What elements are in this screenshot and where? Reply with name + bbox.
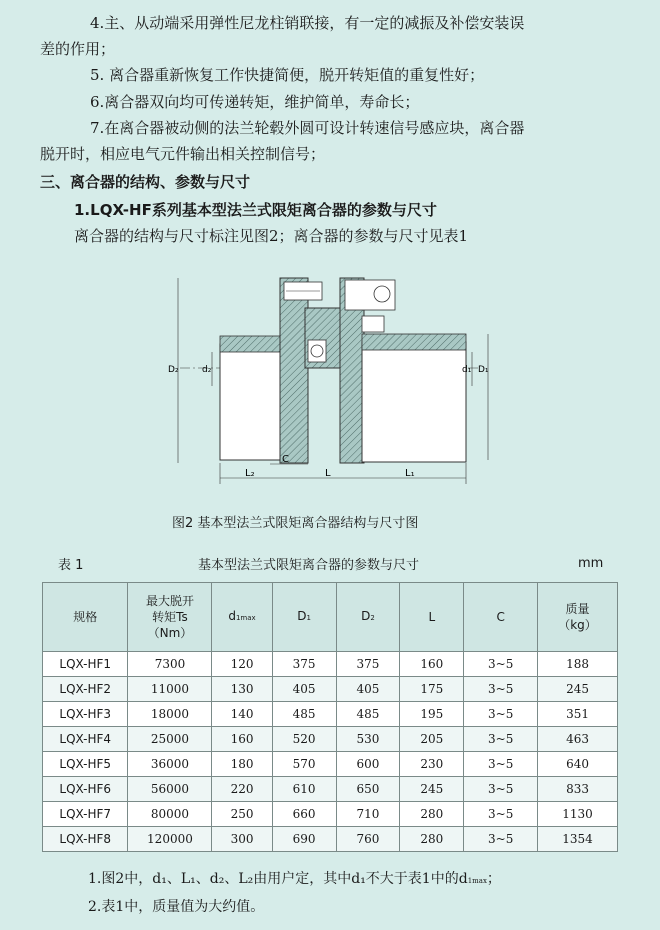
cell-mass: 1130 bbox=[538, 802, 618, 827]
dim-label-L2: L₂ bbox=[245, 468, 255, 479]
cell-torque: 18000 bbox=[128, 702, 212, 727]
clutch-structure-drawing bbox=[150, 268, 510, 503]
cell-D1: 690 bbox=[272, 827, 336, 852]
cell-L: 280 bbox=[400, 802, 464, 827]
cell-torque: 7300 bbox=[128, 652, 212, 677]
section-heading: 三、离合器的结构、参数与尺寸 bbox=[40, 173, 251, 191]
cell-torque: 80000 bbox=[128, 802, 212, 827]
paragraph-item5: 5. 离合器重新恢复工作快捷简便，脱开转矩值的重复性好； bbox=[90, 66, 485, 84]
cell-model: LQX-HF6 bbox=[43, 777, 128, 802]
header-L: L bbox=[400, 583, 464, 652]
cell-C: 3~5 bbox=[464, 777, 538, 802]
cell-torque: 56000 bbox=[128, 777, 212, 802]
intro-text: 离合器的结构与尺寸标注见图2；离合器的参数与尺寸见表1 bbox=[74, 227, 469, 245]
dim-label-d1: d₁ bbox=[462, 365, 472, 375]
cell-C: 3~5 bbox=[464, 752, 538, 777]
cell-C: 3~5 bbox=[464, 702, 538, 727]
dim-label-L: L bbox=[325, 468, 331, 479]
cell-D1: 570 bbox=[272, 752, 336, 777]
cell-D2: 760 bbox=[336, 827, 400, 852]
cell-L: 230 bbox=[400, 752, 464, 777]
paragraph-item6: 6.离合器双向均可传递转矩，维护简单，寿命长； bbox=[90, 93, 420, 111]
note-2: 2.表1中，质量值为大约值。 bbox=[88, 899, 265, 915]
cell-L: 280 bbox=[400, 827, 464, 852]
cell-D1: 485 bbox=[272, 702, 336, 727]
cell-mass: 833 bbox=[538, 777, 618, 802]
table-row bbox=[43, 727, 618, 752]
header-D1: D1 bbox=[272, 583, 336, 652]
cell-mass: 245 bbox=[538, 677, 618, 702]
cell-model: LQX-HF3 bbox=[43, 702, 128, 727]
cell-d1max: 180 bbox=[212, 752, 272, 777]
table-row bbox=[43, 702, 618, 727]
header-mass: 质量 （kg） bbox=[538, 583, 618, 652]
cell-D1: 660 bbox=[272, 802, 336, 827]
cell-L: 205 bbox=[400, 727, 464, 752]
cell-L: 175 bbox=[400, 677, 464, 702]
cell-D2: 530 bbox=[336, 727, 400, 752]
dim-label-d2: d₂ bbox=[202, 365, 212, 375]
header-torque: 最大脱开 转矩Ts （Nm） bbox=[128, 583, 212, 652]
cell-C: 3~5 bbox=[464, 727, 538, 752]
cell-D2: 710 bbox=[336, 802, 400, 827]
cell-model: LQX-HF7 bbox=[43, 802, 128, 827]
table-row bbox=[43, 677, 618, 702]
cell-D2: 375 bbox=[336, 652, 400, 677]
header-d1max: d1max bbox=[212, 583, 272, 652]
dim-label-L1: L₁ bbox=[405, 468, 415, 479]
cell-model: LQX-HF4 bbox=[43, 727, 128, 752]
cell-D2: 485 bbox=[336, 702, 400, 727]
cell-mass: 640 bbox=[538, 752, 618, 777]
cell-D1: 375 bbox=[272, 652, 336, 677]
cell-mass: 351 bbox=[538, 702, 618, 727]
cell-D1: 405 bbox=[272, 677, 336, 702]
cell-D2: 650 bbox=[336, 777, 400, 802]
cell-d1max: 160 bbox=[212, 727, 272, 752]
cell-D1: 520 bbox=[272, 727, 336, 752]
table-row bbox=[43, 777, 618, 802]
cell-mass: 1354 bbox=[538, 827, 618, 852]
cell-L: 160 bbox=[400, 652, 464, 677]
table-label: 表 1 bbox=[58, 558, 84, 573]
cell-model: LQX-HF1 bbox=[43, 652, 128, 677]
table-row bbox=[43, 652, 618, 677]
cell-C: 3~5 bbox=[464, 827, 538, 852]
paragraph-item7-line1: 7.在离合器被动侧的法兰轮毂外圆可设计转速信号感应块，离合器 bbox=[90, 119, 525, 137]
cell-D2: 405 bbox=[336, 677, 400, 702]
cell-torque: 11000 bbox=[128, 677, 212, 702]
header-C: C bbox=[464, 583, 538, 652]
cell-model: LQX-HF8 bbox=[43, 827, 128, 852]
cell-model: LQX-HF5 bbox=[43, 752, 128, 777]
table-title: 基本型法兰式限矩离合器的参数与尺寸 bbox=[198, 558, 420, 573]
cell-torque: 120000 bbox=[128, 827, 212, 852]
cell-C: 3~5 bbox=[464, 802, 538, 827]
cell-D1: 610 bbox=[272, 777, 336, 802]
header-model: 规格 bbox=[43, 583, 128, 652]
header-D2: D2 bbox=[336, 583, 400, 652]
subsection-heading: 1.LQX-HF系列基本型法兰式限矩离合器的参数与尺寸 bbox=[74, 201, 437, 219]
dim-label-D2: D₂ bbox=[168, 365, 179, 375]
cell-mass: 188 bbox=[538, 652, 618, 677]
paragraph-item7-line2: 脱开时，相应电气元件输出相关控制信号； bbox=[40, 145, 326, 163]
cell-D2: 600 bbox=[336, 752, 400, 777]
cell-L: 245 bbox=[400, 777, 464, 802]
cell-C: 3~5 bbox=[464, 652, 538, 677]
cell-mass: 463 bbox=[538, 727, 618, 752]
paragraph-item4-line1: 4.主、从动端采用弹性尼龙柱销联接，有一定的减振及补偿安装误 bbox=[90, 14, 525, 32]
cell-model: LQX-HF2 bbox=[43, 677, 128, 702]
cell-L: 195 bbox=[400, 702, 464, 727]
figure-caption: 图2 基本型法兰式限矩离合器结构与尺寸图 bbox=[172, 516, 419, 531]
cell-d1max: 300 bbox=[212, 827, 272, 852]
parameter-table bbox=[42, 582, 618, 852]
cell-d1max: 250 bbox=[212, 802, 272, 827]
table-header-row bbox=[43, 583, 618, 652]
note-1: 1.图2中，d₁、L₁、d₂、L₂由用户定，其中d₁不大于表1中的d1max； bbox=[88, 871, 501, 887]
paragraph-item4-line2: 差的作用； bbox=[40, 40, 116, 58]
dim-label-D1: D₁ bbox=[478, 365, 489, 375]
cell-d1max: 120 bbox=[212, 652, 272, 677]
table-row bbox=[43, 802, 618, 827]
cell-C: 3~5 bbox=[464, 677, 538, 702]
dim-label-C: C bbox=[282, 454, 289, 465]
cell-d1max: 220 bbox=[212, 777, 272, 802]
table-unit: mm bbox=[578, 556, 604, 571]
cell-torque: 36000 bbox=[128, 752, 212, 777]
cell-d1max: 130 bbox=[212, 677, 272, 702]
table-row bbox=[43, 827, 618, 852]
cell-d1max: 140 bbox=[212, 702, 272, 727]
table-row bbox=[43, 752, 618, 777]
cell-torque: 25000 bbox=[128, 727, 212, 752]
